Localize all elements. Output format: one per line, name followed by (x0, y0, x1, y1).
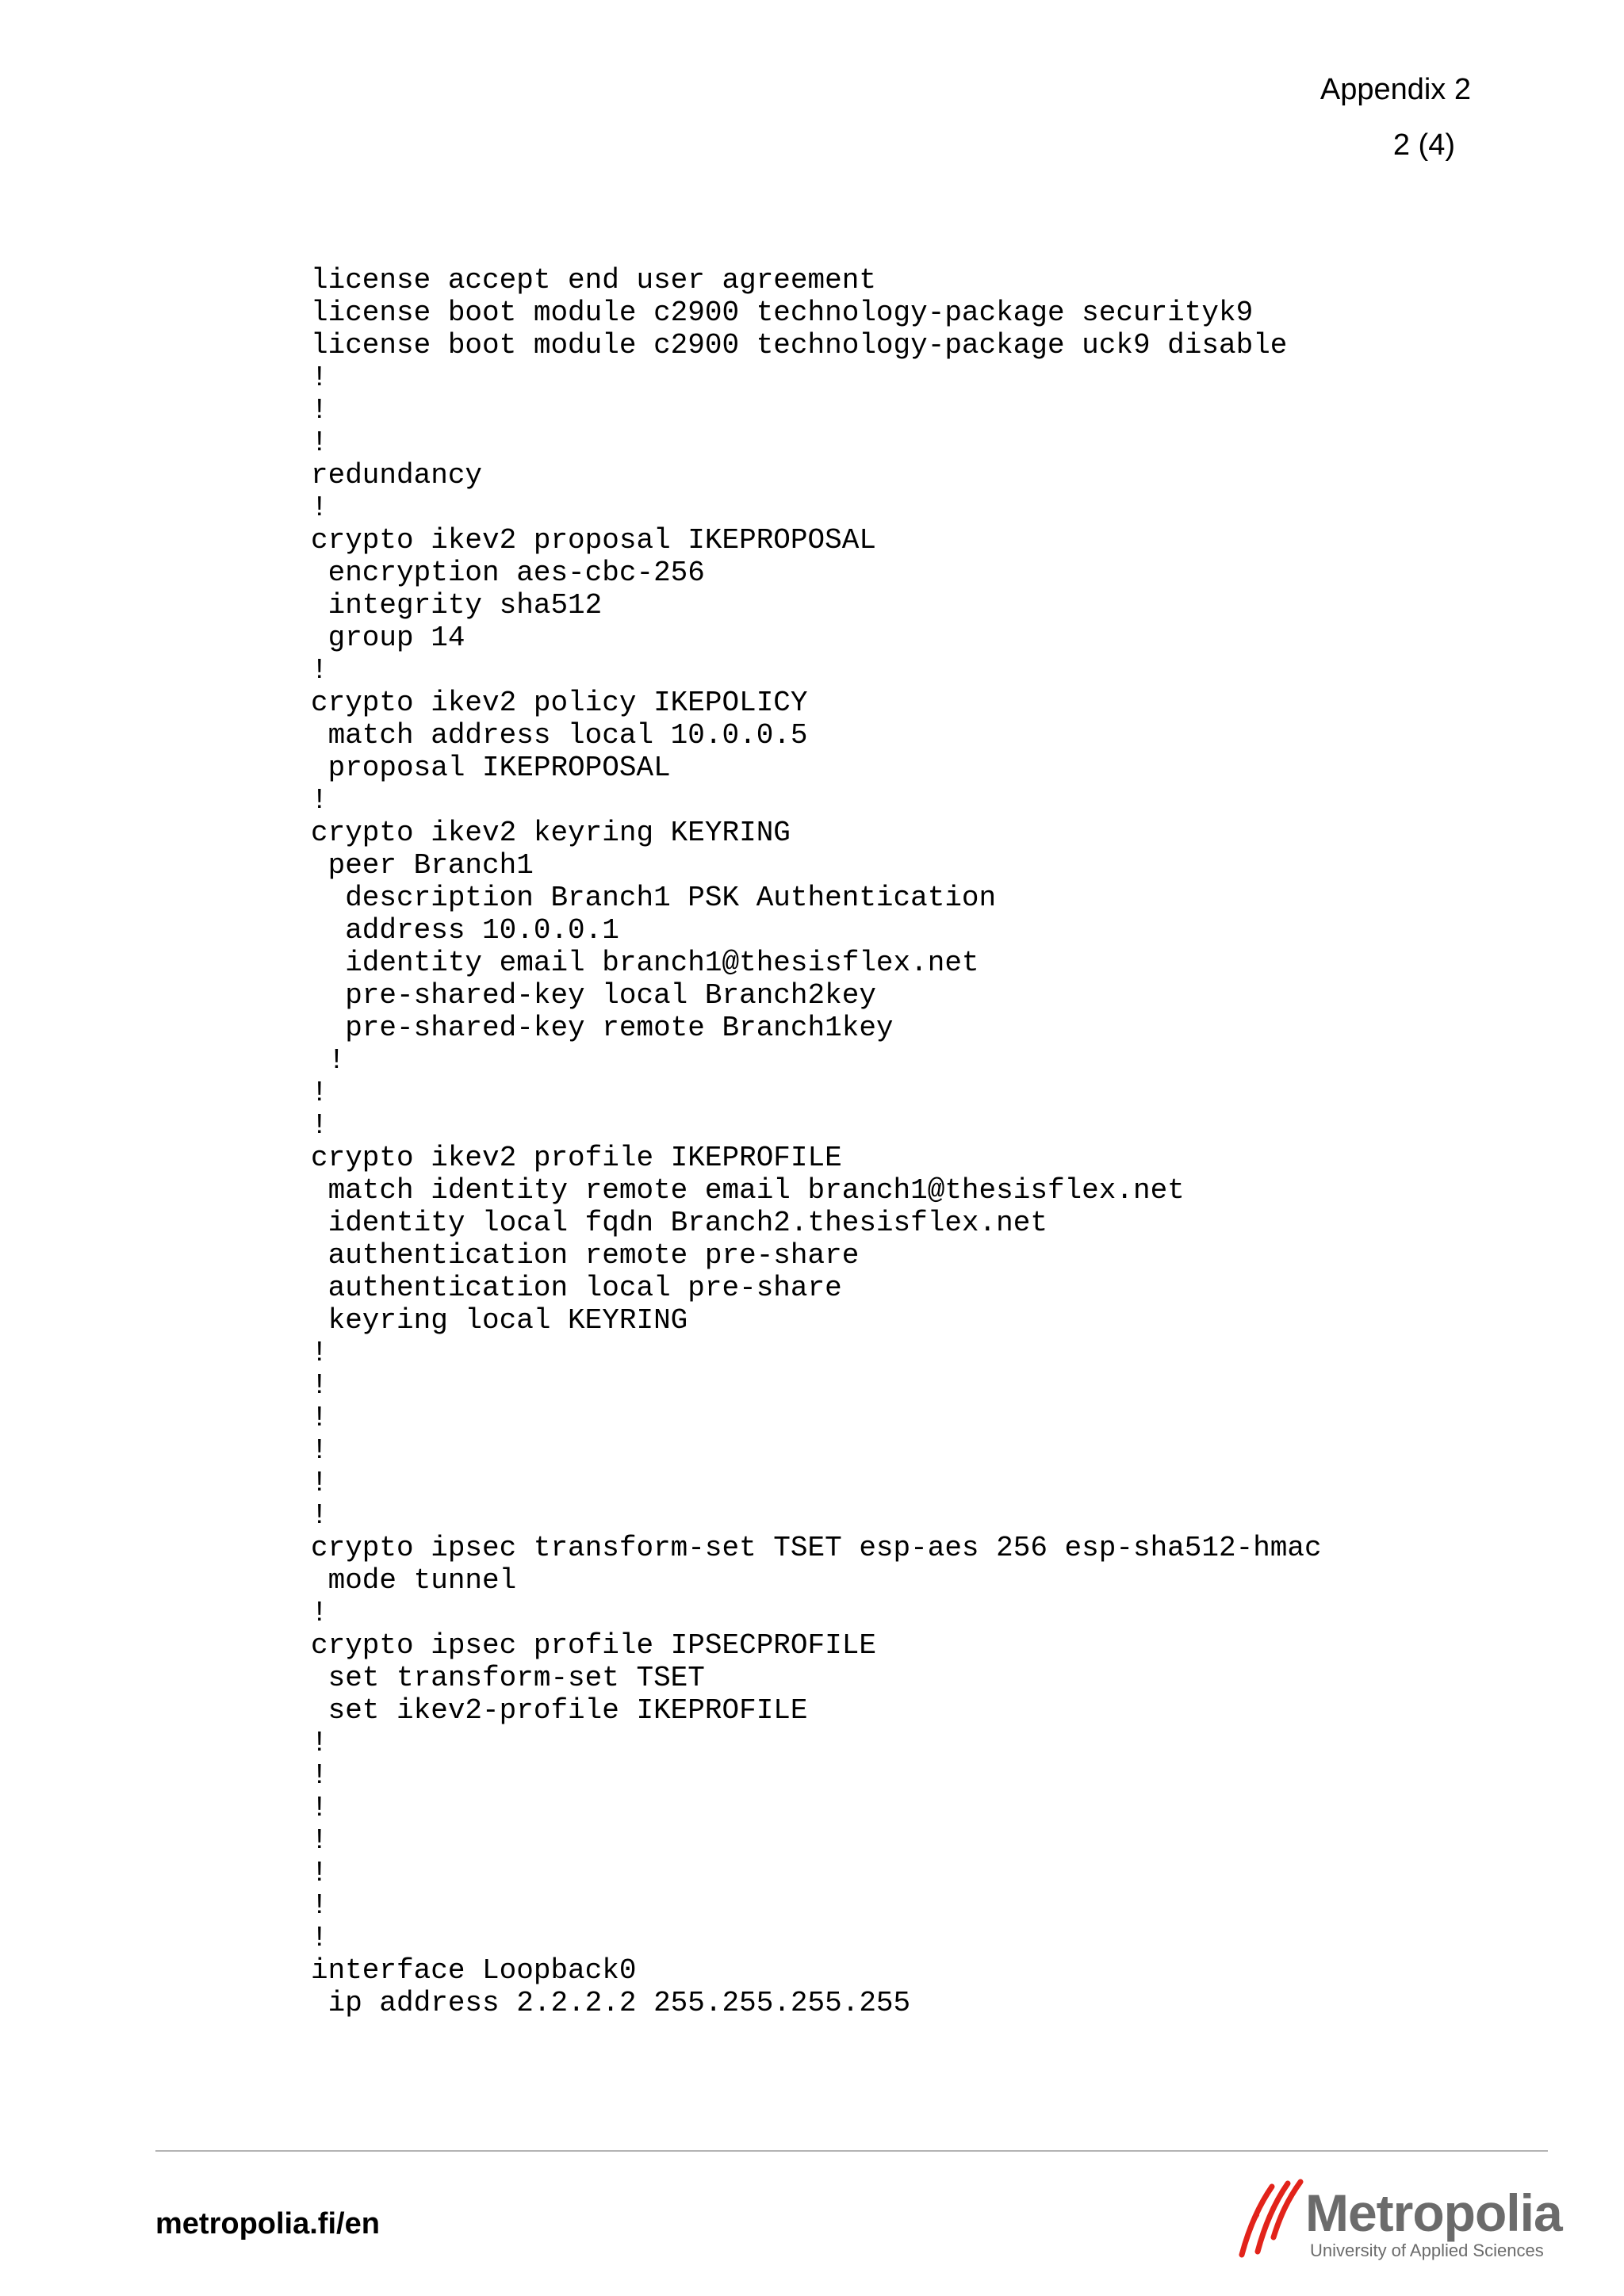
metropolia-logo (1234, 2175, 1562, 2263)
config-line: match identity remote email branch1@thesisflex.net (311, 1174, 1185, 1207)
config-line: authentication local pre-share (311, 1272, 842, 1304)
config-line: encryption aes-cbc-256 (311, 557, 705, 589)
config-line: peer Branch1 (311, 849, 534, 882)
config-line: ! (311, 1077, 328, 1109)
config-line: ! (311, 362, 328, 394)
config-line: pre-shared-key remote Branch1key (311, 1012, 894, 1044)
config-line: crypto ikev2 profile IKEPROFILE (311, 1142, 842, 1174)
config-line: ! (311, 1369, 328, 1402)
router-config-listing (311, 264, 1322, 2019)
config-line: keyring local KEYRING (311, 1304, 688, 1337)
footer-divider (155, 2150, 1548, 2152)
logo-wordmark: Metropolia (1305, 2183, 1562, 2242)
config-line: crypto ikev2 keyring KEYRING (311, 817, 791, 849)
config-line: crypto ikev2 proposal IKEPROPOSAL (311, 524, 876, 557)
config-line: license boot module c2900 technology-package uck9 disable (311, 329, 1288, 362)
config-line: ! (311, 1922, 328, 1954)
config-line: ! (311, 1109, 328, 1142)
config-line: set transform-set TSET (311, 1662, 705, 1694)
config-line: ip address 2.2.2.2 255.255.255.255 (311, 1987, 911, 2019)
config-line: ! (311, 1759, 328, 1792)
config-line: redundancy (311, 459, 483, 492)
config-line: pre-shared-key local Branch2key (311, 979, 876, 1012)
config-line: crypto ikev2 policy IKEPOLICY (311, 687, 808, 719)
config-line: ! (311, 1467, 328, 1499)
metropolia-logo-icon (1234, 2175, 1307, 2261)
config-line: crypto ipsec profile IPSECPROFILE (311, 1629, 876, 1662)
config-line: license accept end user agreement (311, 264, 876, 297)
footer-url: metropolia.fi/en (155, 2207, 380, 2241)
config-line: integrity sha512 (311, 589, 603, 622)
config-line: ! (311, 1597, 328, 1629)
config-line: ! (311, 1434, 328, 1467)
config-line: match address local 10.0.0.5 (311, 719, 808, 752)
config-line: ! (311, 1857, 328, 1889)
config-line: address 10.0.0.1 (311, 914, 619, 947)
config-line: authentication remote pre-share (311, 1239, 860, 1272)
config-line: proposal IKEPROPOSAL (311, 752, 671, 784)
config-line: ! (311, 1889, 328, 1922)
logo-subtitle: University of Applied Sciences (1310, 2241, 1544, 2260)
config-line: mode tunnel (311, 1564, 517, 1597)
config-line: ! (311, 1792, 328, 1824)
config-line: license boot module c2900 technology-package securityk9 (311, 297, 1254, 329)
config-line: ! (311, 784, 328, 817)
config-line: ! (311, 1402, 328, 1434)
config-line: ! (311, 1337, 328, 1369)
config-line: ! (311, 1727, 328, 1759)
config-line: ! (311, 1499, 328, 1532)
config-line: description Branch1 PSK Authentication (311, 882, 997, 914)
page-number: 2 (4) (1392, 128, 1455, 162)
config-line: ! (311, 1044, 346, 1077)
config-line: identity email branch1@thesisflex.net (311, 947, 979, 979)
config-line: ! (311, 394, 328, 427)
config-line: identity local fqdn Branch2.thesisflex.net (311, 1207, 1048, 1239)
config-line: ! (311, 492, 328, 524)
config-line: ! (311, 654, 328, 687)
config-line: ! (311, 427, 328, 459)
config-line: ! (311, 1824, 328, 1857)
config-line: set ikev2-profile IKEPROFILE (311, 1694, 808, 1727)
config-line: group 14 (311, 622, 465, 654)
config-line: crypto ipsec transform-set TSET esp-aes 256 esp-sha512-hmac (311, 1532, 1322, 1564)
config-line: interface Loopback0 (311, 1954, 637, 1987)
appendix-label: Appendix 2 (1320, 73, 1471, 106)
